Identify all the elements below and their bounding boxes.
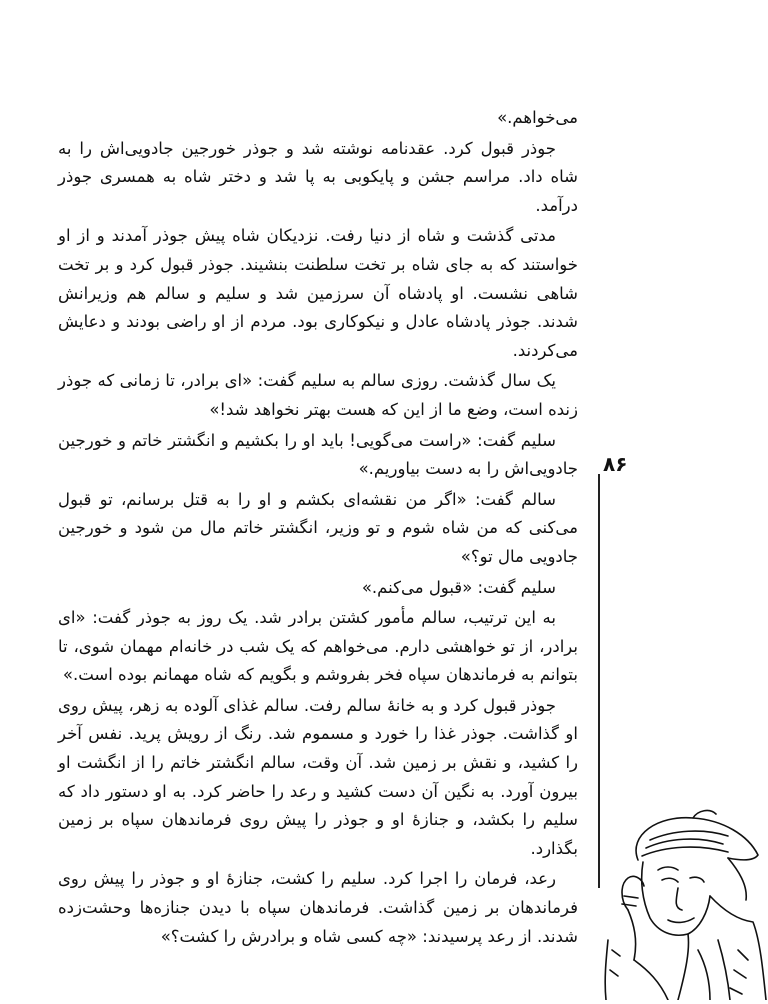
man-with-turban-sketch-icon bbox=[598, 800, 768, 1000]
paragraph: سلیم گفت: «قبول می‌کنم.» bbox=[361, 577, 556, 597]
paragraph: مدتی گذشت و شاه از دنیا رفت. نزدیکان شاه پیش جوذر آمدند و از او خواستند که به جای شاه بر تخت سلطنت بنشیند. جوذر قبول کرد و بر تخت شاهی نشست. او پادشاه آن سرزمین شد و سلیم و سالم هم وزیرانش شدند. جوذر پادشاه عادل و نیکوکاری بود. مردم از او راضی بودند و دعایش می‌کردند. bbox=[58, 226, 578, 360]
body-text bbox=[58, 104, 578, 953]
paragraph: سالم گفت: «اگر من نقشه‌ای بکشم و او را به قتل برسانم، تو قبول می‌کنی که من شاه شوم و تو وزیر، انگشتر خاتم مال من شود و خورجین جادویی مال تو؟» bbox=[58, 489, 578, 566]
paragraph: جوذر قبول کرد و به خانهٔ سالم رفت. سالم غذای آلوده به زهر، پیش روی او گذاشت. جوذر غذا را خورد و مسموم شد. رنگ از رویش پرید. نفس آخر را کشید، و نقش بر زمین شد. آن وقت، سالم انگشتر خاتم را از انگشت او بیرون آورد. به نگین آن دست کشید و رعد را حاضر کرد. به او دستور داد که سلیم را بکشد، و جنازهٔ او و جوذر را پیش روی فرماندهان سپاه بر زمین بگذارد. bbox=[58, 695, 578, 858]
paragraph: سلیم گفت: «راست می‌گویی! باید او را بکشیم و انگشتر خاتم و خورجین جادویی‌اش را به دست بیاوریم.» bbox=[58, 430, 578, 479]
paragraph: جوذر قبول کرد. عقدنامه نوشته شد و جوذر خورجین جادویی‌اش را به شاه داد. مراسم جشن و پایکوبی به پا شد و دختر شاه به همسری جوذر درآمد. bbox=[58, 138, 578, 215]
paragraph: به این ترتیب، سالم مأمور کشتن برادر شد. یک روز به جوذر گفت: «ای برادر، از تو خواهشی دارم. می‌خواهم که یک شب در خانه‌ام مهمان شوی، تا بتوانم به فرماندهان سپاه فخر بفروشم و بگویم که شاه مهمانم بوده است.» bbox=[58, 608, 578, 685]
paragraph: می‌خواهم.» bbox=[497, 108, 578, 127]
paragraph: یک سال گذشت. روزی سالم به سلیم گفت: «ای برادر، تا زمانی که جوذر زنده است، وضع ما از این که هست بهتر نخواهد شد!» bbox=[58, 371, 578, 419]
page-number: ۸۶ bbox=[603, 452, 628, 476]
paragraph: رعد، فرمان را اجرا کرد. سلیم را کشت، جنازهٔ او و جوذر را پیش روی فرماندهان بر زمین گذاشت. فرماندهان سپاه با دیدن جنازه‌ها وحشت‌زده شدند. از رعد پرسیدند: «چه کسی شاه و برادرش را کشت؟» bbox=[58, 869, 578, 946]
